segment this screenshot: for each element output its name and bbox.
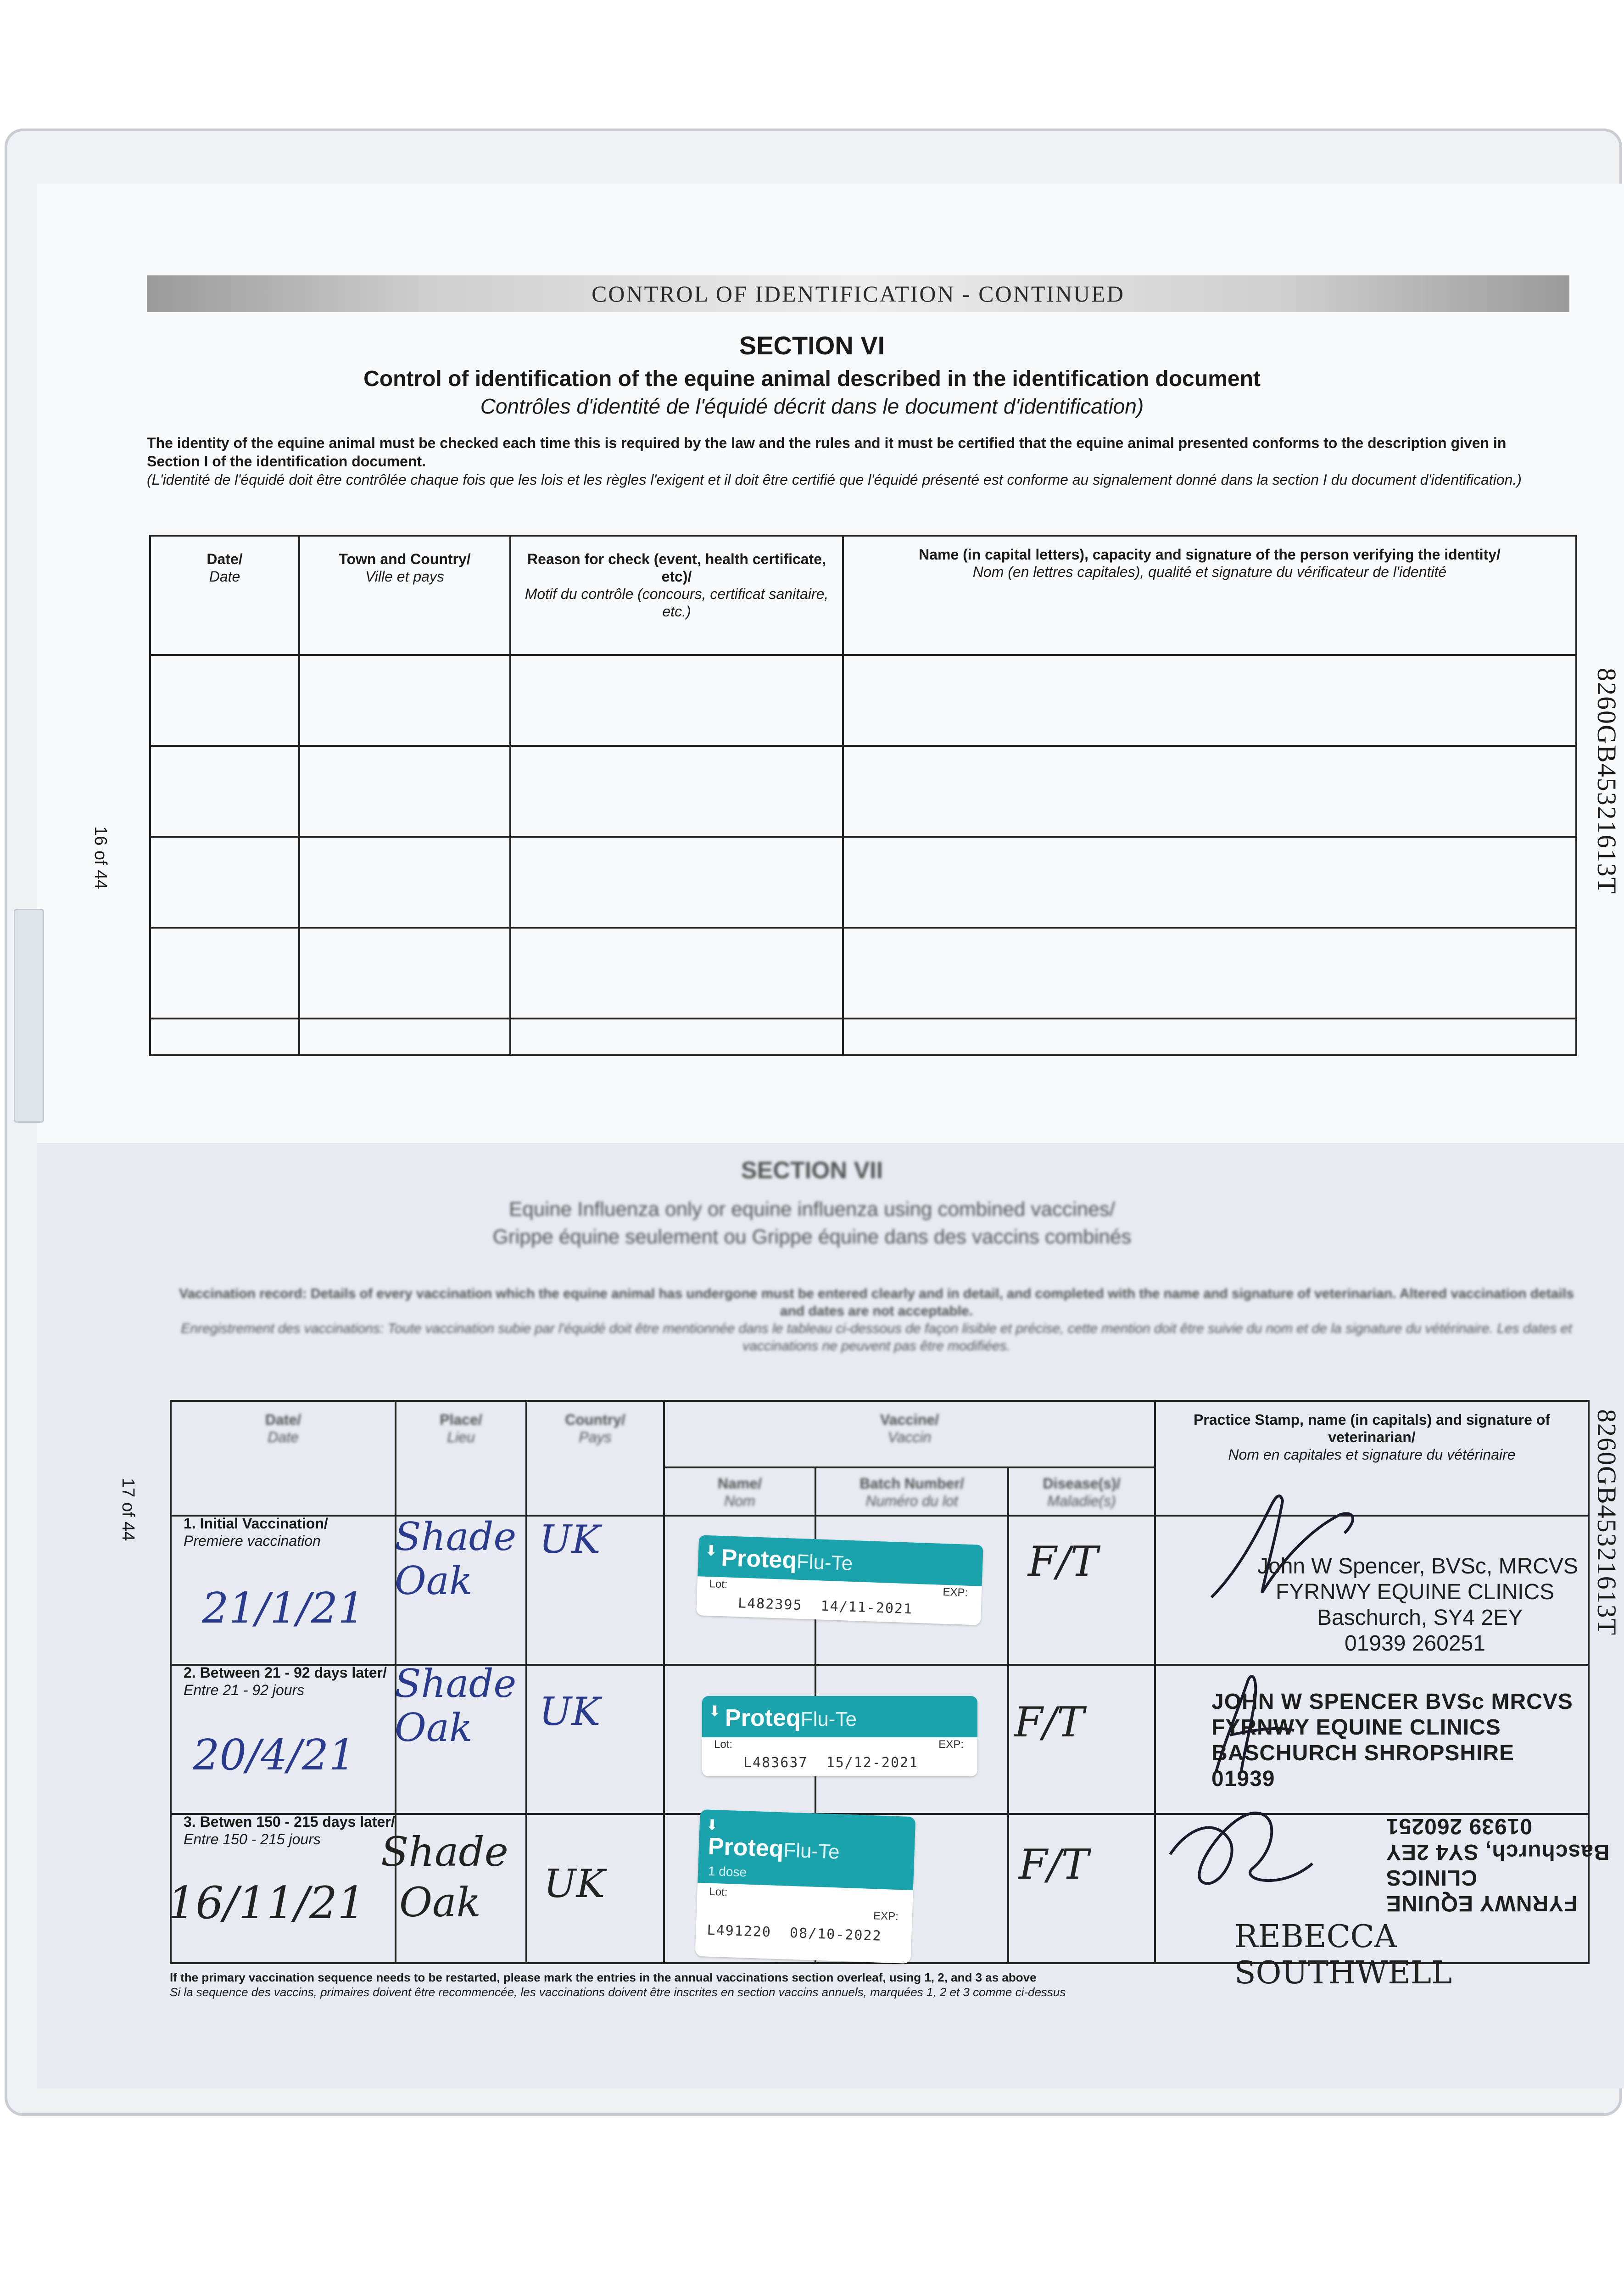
document-id-upper: 8260GB45321613T: [1592, 668, 1622, 895]
row-1-vaccine-sticker: ⬇ ProteqFlu-Te Lot: EXP: L482395 14/11-2021: [696, 1535, 983, 1625]
row-3-vaccine-sticker: ⬇ ProteqFlu-Te 1 dose Lot: EXP: L491220 08/10-2022: [695, 1809, 916, 1964]
row-2-stamp: JOHN W SPENCER BVSc MRCVS FYRNWY EQUINE CLINICS BASCHURCH SHROPSHIRE 01939: [1211, 1690, 1573, 1791]
footnote-en: If the primary vaccination sequence needs to be restarted, please mark the entries in the annual vaccinations section overleaf, using 1, 2, and 3 as above: [170, 1970, 1037, 1984]
row-3-date: 16/11/21: [167, 1877, 366, 1929]
banner-text: CONTROL OF IDENTIFICATION - CONTINUED: [592, 281, 1125, 307]
col-vax-place: Place/ Lieu: [396, 1401, 526, 1516]
row-3-country: UK: [544, 1861, 605, 1906]
section-vi-heading-en: Control of identification of the equine animal described in the identification document: [363, 367, 1261, 391]
row-1-country: UK: [539, 1517, 601, 1562]
section-vii-heading-en: Equine Influenza only or equine influenza using combined vaccines/: [509, 1198, 1115, 1220]
col-vax-country: Country/ Pays: [526, 1401, 664, 1516]
table-row: [150, 746, 1576, 837]
section-vii-title: SECTION VII: [741, 1157, 883, 1184]
col-vax-vaccine: Vaccine/ Vaccin: [664, 1401, 1155, 1467]
download-arrow-icon: ⬇: [705, 1816, 719, 1834]
col-vax-date: Date/ Date: [171, 1401, 396, 1516]
section-vii-heading-fr: Grippe équine seulement ou Grippe équine dans des vaccins combinés: [492, 1226, 1132, 1248]
row-3-stamp: FYRNWY EQUINE CLINICS Baschurch, SY4 2EY 01939 260251: [1386, 1814, 1610, 1915]
row-1-label: 1. Initial Vaccination/ Premiere vaccination: [184, 1515, 328, 1549]
section-vii-para-en: Vaccination record: Details of every vaccination which the equine animal has undergone must be entered clearly and in detail, and completed with the name and signature of veterinarian. Altered vaccination details and dates are not acceptable.: [179, 1286, 1574, 1319]
table-row: [150, 928, 1576, 1019]
section-vi-para-fr: (L'identité de l'équidé doit être contrôlée chaque fois que les lois et les règles l'exigent et il doit être certifié que l'équidé présenté est conforme au signalement donné dans la section I du document d'identification.): [147, 471, 1522, 488]
page-number-upper: 16 of 44: [91, 826, 110, 890]
download-arrow-icon: ⬇: [704, 1542, 718, 1559]
section-vii-para-fr: Enregistrement des vaccinations: Toute vaccination subie par l'équidé doit être mentionnée dans le tableau ci-dessous de façon lisible et précise, cette mention doit être suivie du nom et de la signature du vétérinaire. Les dates et vaccinations ne peuvent pas être modifiées.: [181, 1321, 1572, 1354]
row-2-date: 20/4/21: [193, 1730, 356, 1780]
row-2-vaccine-sticker: ⬇ ProteqFlu-Te Lot: EXP: L483637 15/12-2021: [702, 1696, 977, 1776]
col-vax-batch: Batch Number/ Numéro du lot: [815, 1467, 1008, 1516]
table-row: [150, 1019, 1576, 1055]
col-vax-stamp: Practice Stamp, name (in capitals) and signature of veterinarian/ Nom en capitales et signature du vétérinaire: [1155, 1401, 1589, 1516]
section-vi-heading-fr: Contrôles d'identité de l'équidé décrit dans le document d'identification): [480, 394, 1144, 418]
identity-check-table: [149, 535, 1577, 1056]
col-date: Date/ Date: [150, 536, 299, 655]
col-vax-name: Name/ Nom: [664, 1467, 815, 1516]
col-town-country: Town and Country/ Ville et pays: [299, 536, 510, 655]
section-vi-title: SECTION VI: [739, 331, 885, 360]
page-number-lower: 17 of 44: [118, 1478, 138, 1541]
download-arrow-icon: ⬇: [709, 1703, 721, 1719]
document-id-lower: 8260GB45321613T: [1592, 1409, 1622, 1636]
row-3-label: 3. Betwen 150 - 215 days later/ Entre 150 - 215 jours: [184, 1814, 395, 1847]
section-vii-paragraph: [174, 1285, 1579, 1355]
footnote-fr: Si la sequence des vaccins, primaires doivent être recommencée, les vaccinations doivent être inscrites en section vaccins annuels, marquées 1, 2 et 3 comme ci-dessus: [170, 1985, 1066, 1999]
row-1-stamp: John W Spencer, BVSc, MRCVS FYRNWY EQUINE CLINICS Baschurch, SY4 2EY 01939 260251: [1257, 1554, 1578, 1656]
section-banner: [147, 275, 1569, 312]
row-1-disease: F/T: [1028, 1538, 1098, 1586]
row-1-place: Shade Oak: [395, 1514, 517, 1603]
row-2-country: UK: [539, 1689, 601, 1734]
sleeve-clip: [14, 909, 44, 1123]
col-verifier: Name (in capital letters), capacity and signature of the person verifying the identity/ Nom (en lettres capitales), qualité et signature du vérificateur de l'identité: [843, 536, 1576, 655]
row-3-printed-name: REBECCA SOUTHWELL: [1234, 1919, 1452, 1991]
row-1-date: 21/1/21: [202, 1584, 365, 1633]
row-2-place: Shade Oak: [395, 1661, 517, 1750]
col-vax-disease: Disease(s)/ Maladie(s): [1008, 1467, 1155, 1516]
row-3-signature: [1161, 1799, 1326, 1909]
section-vi-para-en: The identity of the equine animal must be checked each time this is required by the law and the rules and it must be certified that the equine animal presented conforms to the description given in Section I of the identification document.: [147, 435, 1507, 470]
table-row: [150, 837, 1576, 928]
row-2-disease: F/T: [1014, 1698, 1084, 1746]
row-3-disease: F/T: [1019, 1841, 1089, 1889]
table-row: [150, 655, 1576, 746]
col-reason: Reason for check (event, health certificate, etc)/ Motif du contrôle (concours, certificat sanitaire, etc.): [510, 536, 843, 655]
row-3-place: Shade Oak: [381, 1828, 508, 1926]
section-vi-paragraph: [147, 434, 1551, 489]
row-2-label: 2. Between 21 - 92 days later/ Entre 21 - 92 jours: [184, 1664, 387, 1698]
vaccination-footnote: [170, 1970, 1066, 1999]
